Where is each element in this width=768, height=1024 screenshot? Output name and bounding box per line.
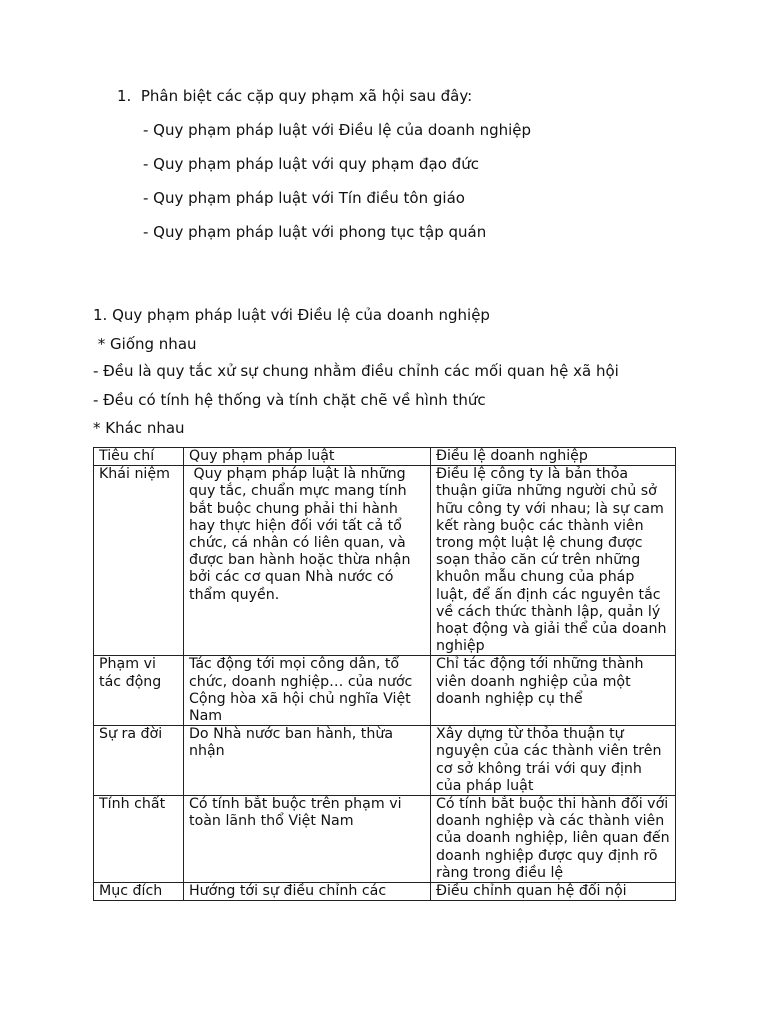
different-label: * Khác nhau: [93, 419, 185, 437]
comparison-table: [93, 447, 676, 901]
cell-charter: Xây dựng từ thỏa thuận tự nguyện của các thành viên trên cơ sở không trái với quy định của pháp luật: [431, 726, 676, 796]
table-row: [94, 466, 676, 656]
cell-charter: Có tính bắt buộc thi hành đối với doanh nghiệp và các thành viên của doanh nghiệp, liên quan đến doanh nghiệp được quy định rõ ràng trong điều lệ: [431, 796, 676, 883]
answer-heading: 1. Quy phạm pháp luật với Điều lệ của doanh nghiệp: [93, 306, 490, 324]
question-item: - Quy phạm pháp luật với Điều lệ của doanh nghiệp: [143, 121, 532, 139]
cell-law: Do Nhà nước ban hành, thừa nhận: [184, 726, 431, 796]
cell-law: Có tính bắt buộc trên phạm vi toàn lãnh thổ Việt Nam: [184, 796, 431, 883]
cell-law: Quy phạm pháp luật là những quy tắc, chuẩn mực mang tính bắt buộc chung phải thi hành hay thực hiện đối với tất cả tổ chức, cá nhân có liên quan, và được ban hành hoặc thừa nhận bởi các cơ quan Nhà nước có thẩm quyền.: [184, 466, 431, 656]
cell-law: Hướng tới sự điều chỉnh các: [184, 883, 431, 901]
similar-point: - Đều là quy tắc xử sự chung nhằm điều chỉnh các mối quan hệ xã hội: [93, 362, 619, 380]
question-title-text: Phân biệt các cặp quy phạm xã hội sau đây:: [140, 87, 473, 105]
question-item: - Quy phạm pháp luật với Tín điều tôn giáo: [143, 189, 465, 207]
cell-law: Tác động tới mọi công dân, tổ chức, doanh nghiệp… của nước Cộng hòa xã hội chủ nghĩa Việt Nam: [184, 656, 431, 726]
question-title: [117, 87, 472, 105]
cell-criterion: Tính chất: [94, 796, 184, 883]
similar-label: * Giống nhau: [93, 335, 197, 353]
similar-point: - Đều có tính hệ thống và tính chặt chẽ về hình thức: [93, 391, 486, 409]
table-row: [94, 883, 676, 901]
cell-criterion: Phạm vi tác động: [94, 656, 184, 726]
table-row: [94, 726, 676, 796]
header-law: Quy phạm pháp luật: [184, 448, 431, 466]
header-charter: Điều lệ doanh nghiệp: [431, 448, 676, 466]
header-criterion: Tiêu chí: [94, 448, 184, 466]
question-item: - Quy phạm pháp luật với phong tục tập quán: [143, 223, 487, 241]
cell-criterion: Khái niệm: [94, 466, 184, 656]
table-row: [94, 656, 676, 726]
question-item: - Quy phạm pháp luật với quy phạm đạo đức: [143, 155, 479, 173]
cell-criterion: Mục đích: [94, 883, 184, 901]
table-header-row: [94, 448, 676, 466]
cell-charter: Chỉ tác động tới những thành viên doanh nghiệp của một doanh nghiệp cụ thể: [431, 656, 676, 726]
cell-charter: Điều lệ công ty là bản thỏa thuận giữa những người chủ sở hữu công ty với nhau; là sự cam kết ràng buộc các thành viên trong một luật lệ chung được soạn thảo căn cứ trên những khuôn mẫu chung của pháp luật, để ấn định các nguyên tắc về cách thức thành lập, quản lý hoạt động và giải thể của doanh nghiệp: [431, 466, 676, 656]
cell-criterion: Sự ra đời: [94, 726, 184, 796]
question-number: 1.: [117, 87, 132, 105]
cell-charter: Điều chỉnh quan hệ đối nội: [431, 883, 676, 901]
table-row: [94, 796, 676, 883]
